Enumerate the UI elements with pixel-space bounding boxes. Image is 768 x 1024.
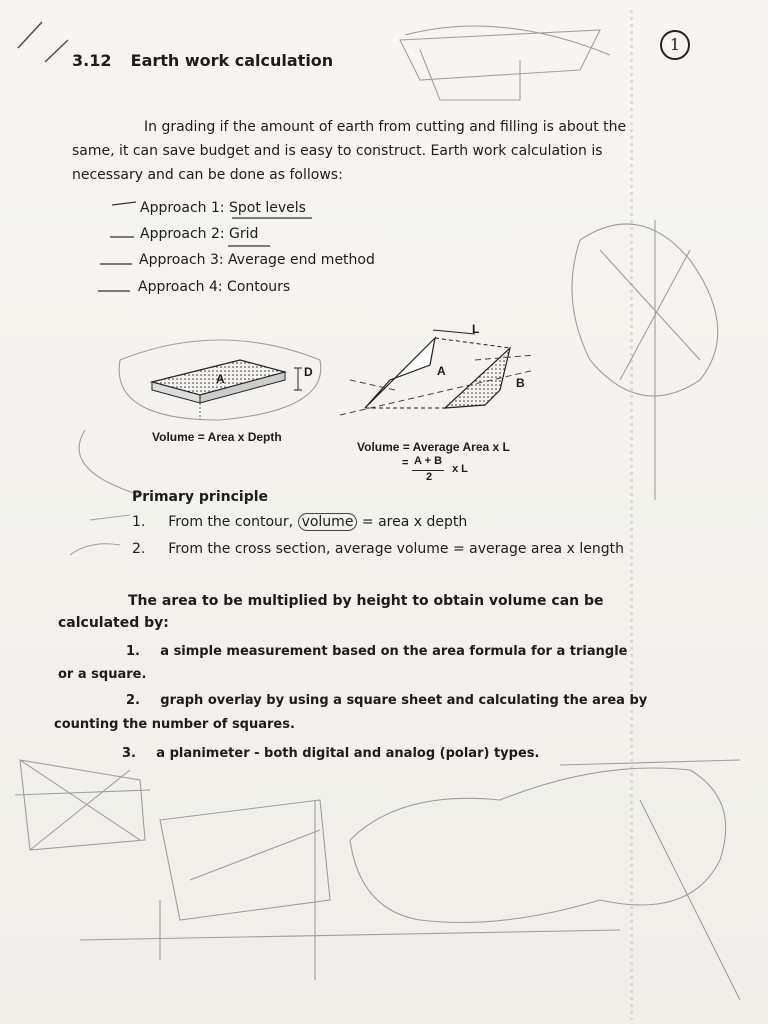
approach-item: Approach 3: Average end method xyxy=(139,252,375,268)
figure-left-label-a: A xyxy=(216,372,225,386)
intro-line-2: same, it can save budget and is easy to construct. Earth work calculation is xyxy=(72,143,603,159)
figure-right-label-a: A xyxy=(437,364,446,378)
approach-item: Approach 4: Contours xyxy=(138,279,291,295)
figure-area-depth xyxy=(140,350,330,430)
formula-suffix: x L xyxy=(452,463,468,475)
area-item-continued: or a square. xyxy=(58,667,147,682)
scan-edge-shadow xyxy=(630,10,633,1020)
figure-right-label-l: L xyxy=(472,322,480,336)
intro-line-3: necessary and can be done as follows: xyxy=(72,167,343,183)
area-item: 2. graph overlay by using a square sheet and calculating the area by xyxy=(126,693,648,708)
figure-right-caption: Volume = Average Area x L xyxy=(357,440,510,454)
intro-line-1: In grading if the amount of earth from cutting and filling is about the xyxy=(144,119,627,135)
principle-item: 1. From the contour, volume = area x depth xyxy=(132,514,468,530)
formula-numerator: A + B xyxy=(412,452,444,471)
circled-word: volume xyxy=(298,513,358,531)
figure-right-label-b: B xyxy=(516,376,525,390)
area-item-continued: counting the number of squares. xyxy=(54,717,295,732)
area-section-line-2: calculated by: xyxy=(58,615,169,631)
area-section-line-1: The area to be multiplied by height to obtain volume can be xyxy=(128,593,604,609)
principle-num: 2. xyxy=(132,541,146,557)
section-number: 3.12 xyxy=(72,51,112,70)
area-item: 1. a simple measurement based on the area formula for a triangle xyxy=(126,644,628,659)
primary-principle-heading: Primary principle xyxy=(132,489,269,505)
section-a xyxy=(365,338,435,408)
page-number-badge: 1 xyxy=(660,30,690,60)
approach-item: Approach 1: Spot levels xyxy=(140,200,306,216)
figure-left-label-d: D xyxy=(304,365,313,379)
figure-right-formula: = A + B 2 x L xyxy=(402,452,482,486)
principle-num: 1. xyxy=(132,514,146,530)
section-title: Earth work calculation xyxy=(130,51,334,70)
approach-item: Approach 2: Grid xyxy=(140,226,259,242)
formula-denominator: 2 xyxy=(426,471,433,483)
figure-left-caption: Volume = Area x Depth xyxy=(152,430,282,444)
principle-item: 2. From the cross section, average volume = average area x length xyxy=(132,541,624,557)
area-item: 3. a planimeter - both digital and analog (polar) types. xyxy=(122,746,540,761)
section-heading xyxy=(72,52,333,70)
